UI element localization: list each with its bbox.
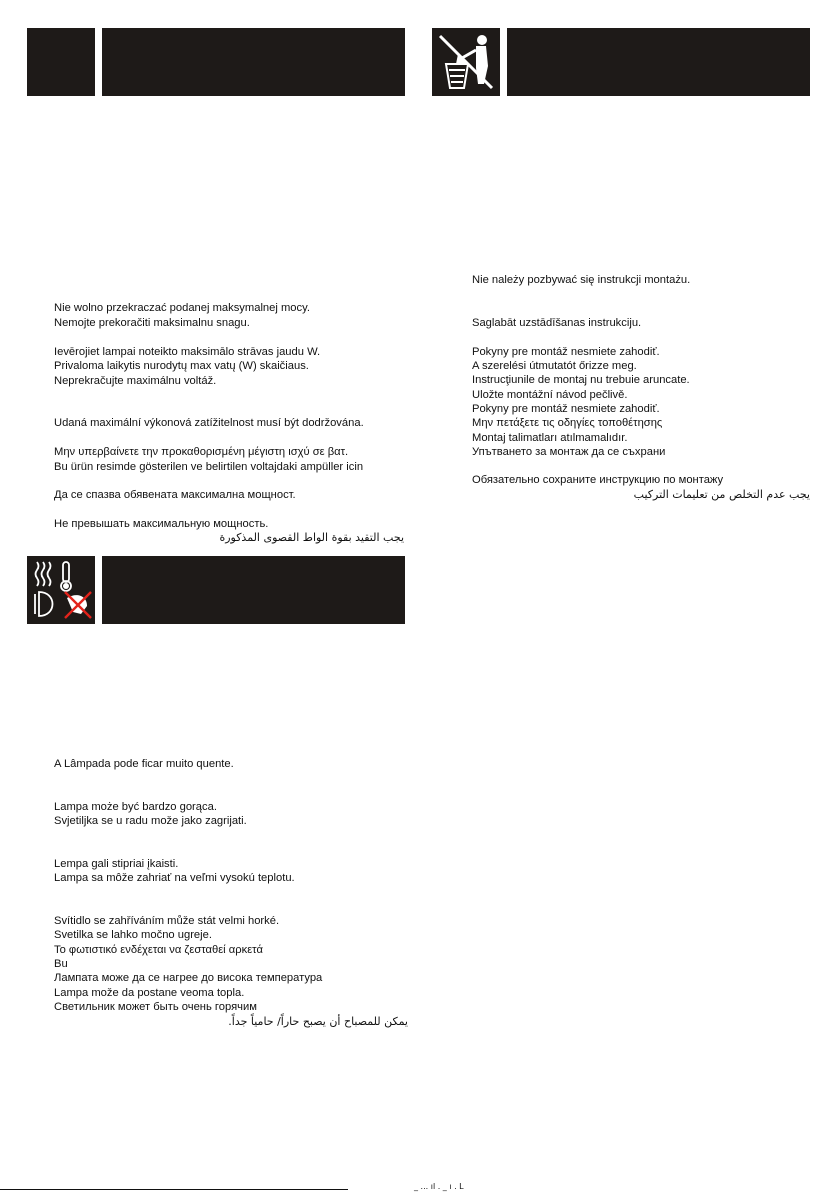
footer-text: _ ... ıl . _ ı . L [414,1182,464,1191]
text-line: Instrucţiunile de montaj nu trebuie aruncate. [472,374,690,386]
text-line: Pokyny pre montáž nesmiete zahodiť. [472,346,660,358]
text-line: Lempa gali stipriai įkaisti. [54,858,179,870]
arabic-line: يجب التقيد بقوة الواط القصوى المذكورة [219,531,404,544]
text-line: Privaloma laikytis nurodytų max vatų (W) skaičiaus. [54,360,309,372]
header-block-small-left [27,28,95,96]
text-line: Lampa może być bardzo gorąca. [54,801,217,813]
text-line: Да се спазва обявената максимална мощност. [54,489,296,501]
text-line: Обязательно сохраните инструкцию по монтажу [472,474,724,486]
footer-rule [0,1189,348,1190]
text-line: Nie należy pozbywać się instrukcji montażu. [472,274,691,286]
text-line: Μην πετάξετε τις οδηγίες τοποθέτησης [472,417,663,429]
arabic-line: يجب عدم التخلص من تعليمات التركيب [633,488,810,501]
text-line: Лампата може да се нагрее до висока температура [54,972,323,984]
text-line: Svjetiljka se u radu može jako zagrijati. [54,815,247,827]
header-bar-left [102,28,405,96]
no-trash-icon [432,28,500,96]
text-line: Neprekračujte maximálnu voltáž. [54,375,217,387]
text-line: Ievērojiet lampai noteikto maksimālo strāvas jaudu W. [54,346,321,358]
text-line: A Lâmpada pode ficar muito quente. [54,758,234,770]
text-line: Uložte montážní návod pečlivě. [472,389,628,401]
text-line: Lampa može da postane veoma topla. [54,987,245,999]
text-line: Svítidlo se zahříváním může stát velmi horké. [54,915,280,927]
text-line: Μην υπερβαίνετε την προκαθορισμένη μέγιστη ισχύ σε βατ. [54,446,349,458]
text-line: Saglabāt uzstādīšanas instrukciju. [472,317,642,329]
text-line: Не превышать максимальную мощность. [54,518,269,530]
text-line: Nie wolno przekraczać podanej maksymalnej mocy. [54,302,310,314]
text-line: Упътването за монтаж да се съхрани [472,446,666,458]
text-line: Το φωτιστικό ενδέχεται να ζεσταθεί αρκετά [54,944,263,956]
text-line: Bu [54,958,68,970]
text-line: Светильник может быть очень горячим [54,1001,257,1013]
text-line: Montaj talimatları atılmamalıdır. [472,432,628,444]
text-line: Lampa sa môže zahriať na veľmi vysokú teplotu. [54,872,295,884]
arabic-line: يمكن للمصباح أن يصبح حاراً/ حامياً جداً. [228,1015,408,1028]
header-bar-left-2 [102,556,405,624]
text-line: Udaná maximální výkonová zatížitelnost musí být dodržována. [54,417,364,429]
text-line: Pokyny pre montáž nesmiete zahodiť. [472,403,660,415]
text-line: Svetilka se lahko močno ugreje. [54,929,212,941]
heat-hazard-icon [27,556,95,624]
text-line: Bu ürün resimde gösterilen ve belirtilen voltajdaki ampüller icin [54,461,364,473]
header-bar-right [507,28,810,96]
text-line: Nemojte prekoračiti maksimalnu snagu. [54,317,250,329]
text-line: A szerelési útmutatót őrizze meg. [472,360,637,372]
